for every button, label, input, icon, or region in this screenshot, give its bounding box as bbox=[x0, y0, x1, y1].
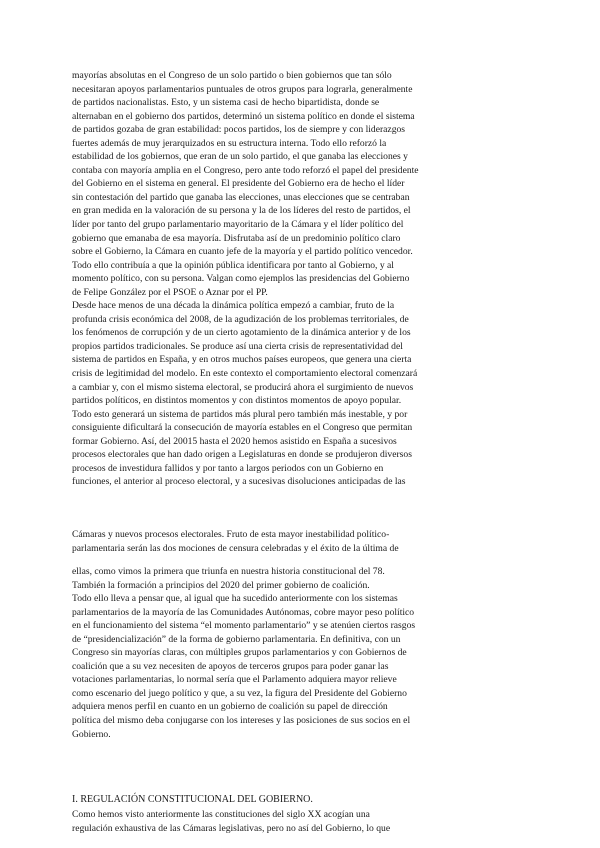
text-line: crisis de legitimidad del modelo. En este contexto el comportamiento electoral comenzará bbox=[72, 368, 418, 380]
text-line: necesitaran apoyos parlamentarios puntuales de otros grupos para lograrla, generalmente bbox=[72, 83, 413, 95]
text-line: propios partidos tradicionales. Se produce así una cierta crisis de representatividad del bbox=[72, 340, 403, 352]
paragraph-block-1 bbox=[72, 69, 532, 489]
text-line: los fenómenos de corrupción y de un cierto agotamiento de la dinámica anterior y de los bbox=[72, 327, 411, 339]
text-line: formar Gobierno. Así, del 20015 hasta el 2020 hemos asistido en España a sucesivos bbox=[72, 435, 397, 447]
text-line: de partidos gozaba de gran estabilidad: pocos partidos, los de siempre y con liderazgos bbox=[72, 124, 406, 136]
paragraph-block-4 bbox=[72, 808, 532, 835]
paragraph-block-3 bbox=[72, 565, 532, 741]
text-line: votaciones parlamentarias, lo normal sería que el Parlamento adquiera mayor relieve bbox=[72, 674, 397, 686]
text-line: sobre el Gobierno, la Cámara en cuanto jefe de la mayoría y el partido político vencedor. bbox=[72, 246, 413, 258]
text-line: Desde hace menos de una década la dinámica política empezó a cambiar, fruto de la bbox=[72, 300, 395, 312]
text-line: Todo ello lleva a pensar que, al igual que ha sucedido anteriormente con los sistemas bbox=[72, 593, 398, 605]
text-line: parlamentaria serán las dos mociones de censura celebradas y el éxito de la última de bbox=[72, 542, 399, 554]
section-heading: I. REGULACIÓN CONSTITUCIONAL DEL GOBIERNO. bbox=[72, 794, 313, 805]
text-line: en gran medida en la valoración de su persona y la de los líderes del resto de partidos, el bbox=[72, 205, 411, 217]
text-line: de Felipe González por el PSOE o Aznar por el PP. bbox=[72, 286, 268, 298]
paragraph-block-2 bbox=[72, 528, 532, 555]
text-line: política del mismo deba conjugarse con los intereses y las posiciones de sus socios en el bbox=[72, 715, 411, 727]
text-line: partidos políticos, en distintos momentos y con distintos momentos de apoyo popular. bbox=[72, 395, 402, 407]
text-line: de partidos nacionalistas. Esto, y un sistema casi de hecho bipartidista, donde se bbox=[72, 97, 380, 109]
text-line: ellas, como vimos la primera que triunfa en nuestra historia constitucional del 78. bbox=[72, 566, 385, 577]
text-line: Cámaras y nuevos procesos electorales. Fruto de esta mayor inestabilidad político- bbox=[72, 529, 390, 540]
text-line: alternaban en el gobierno dos partidos, determinó un sistema político en donde el sistema bbox=[72, 110, 415, 122]
text-line: adquiera menos perfil en cuanto en un gobierno de coalición su papel de dirección bbox=[72, 701, 388, 713]
text-line: líder por tanto del grupo parlamentario mayoritario de la Cámara y el líder político del bbox=[72, 219, 404, 231]
text-line: estabilidad de los gobiernos, que eran de un solo partido, el que ganaba las elecciones y bbox=[72, 151, 408, 163]
text-line: sin contestación del partido que ganaba las elecciones, unas elecciones que se centraban bbox=[72, 191, 410, 203]
text-line: momento político, con su persona. Valgan como ejemplos las presidencias del Gobierno bbox=[72, 273, 410, 285]
text-line: del Gobierno en el sistema en general. El presidente del Gobierno era de hecho el líder bbox=[72, 178, 405, 190]
text-line: También la formación a principios del 2020 del primer gobierno de coalición. bbox=[72, 579, 370, 591]
text-line: Gobierno. bbox=[72, 728, 111, 740]
text-line: de “presidencialización” de la forma de gobierno parlamentaria. En definitiva, con un bbox=[72, 633, 401, 645]
text-line: sistema de partidos en España, y en otros muchos países europeos, que genera una cierta bbox=[72, 354, 412, 366]
text-line: coalición que a su vez necesiten de apoyos de terceros grupos para poder ganar las bbox=[72, 660, 389, 672]
text-line: consiguiente dificultará la consecución de mayoría estables en el Congreso que permitan bbox=[72, 422, 413, 434]
text-line: Como hemos visto anteriormente las constituciones del siglo XX acogían una bbox=[72, 809, 370, 820]
text-line: Todo esto generará un sistema de partidos más plural pero también más inestable, y por bbox=[72, 408, 408, 420]
text-line: contaba con mayoría amplia en el Congreso, pero ante todo reforzó el papel del presidente bbox=[72, 164, 419, 176]
text-line: fuertes además de muy jerarquizados en su estructura interna. Todo ello reforzó la bbox=[72, 137, 387, 149]
text-line: procesos de investidura fallidos y por tanto a largos periodos con un Gobierno en bbox=[72, 462, 384, 474]
text-line: procesos electorales que han dado origen a Legislaturas en donde se produjeron diversos bbox=[72, 449, 412, 461]
text-line: mayorías absolutas en el Congreso de un solo partido o bien gobiernos que tan sólo bbox=[72, 70, 392, 81]
text-line: regulación exhaustiva de las Cámaras legislativas, pero no así del Gobierno, lo que bbox=[72, 822, 391, 834]
text-line: parlamentarios de la mayoría de las Comunidades Autónomas, cobre mayor peso político bbox=[72, 606, 415, 618]
text-line: a cambiar y, con el mismo sistema electoral, se producirá ahora el surgimiento de nuevos bbox=[72, 381, 414, 393]
text-line: gobierno que emanaba de esa mayoría. Disfrutaba así de un predominio político claro bbox=[72, 232, 401, 244]
text-line: en el funcionamiento del sistema “el momento parlamentario” y se atenúen ciertos rasgos bbox=[72, 620, 416, 632]
text-line: Congreso sin mayorías claras, con múltiples grupos parlamentarios y con Gobiernos de bbox=[72, 647, 407, 659]
text-line: Todo ello contribuía a que la opinión pública identificara por tanto al Gobierno, y al bbox=[72, 259, 394, 271]
text-line: como escenario del juego político y que, a su vez, la figura del Presidente del Gobierno bbox=[72, 687, 407, 699]
text-line: profunda crisis económica del 2008, de la agudización de los problemas territoriales, de bbox=[72, 313, 409, 325]
text-line: funciones, el anterior al proceso electoral, y a sucesivas disoluciones anticipadas de las bbox=[72, 476, 406, 488]
